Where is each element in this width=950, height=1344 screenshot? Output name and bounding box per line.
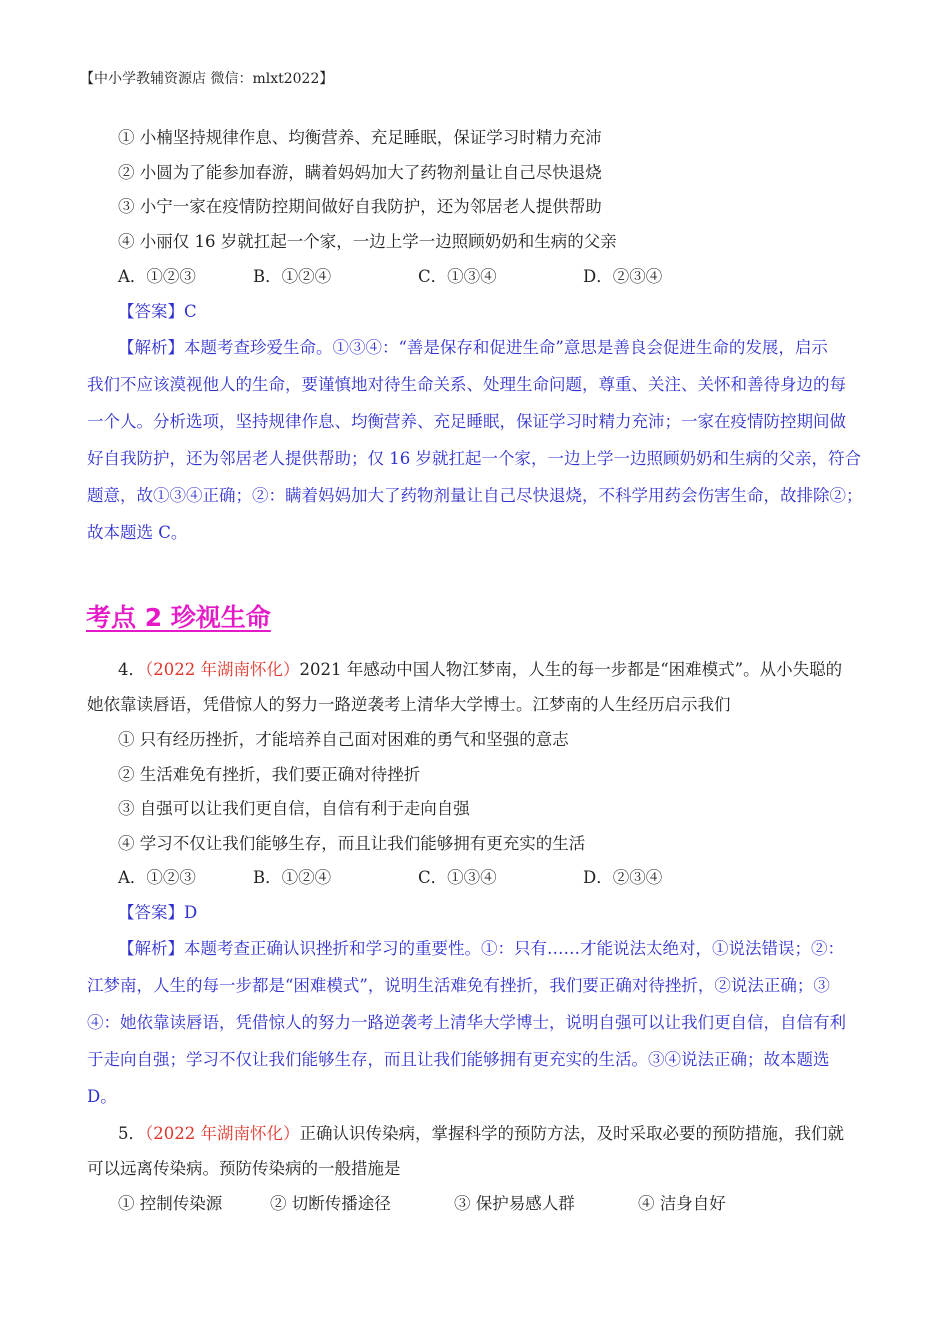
q4-analysis-line-3: ④：她依靠读唇语，凭借惊人的努力一路逆袭考上清华大学博士，说明自强可以让我们更自信，自信有利 (87, 1013, 846, 1032)
q4-stem-1: 2021 年感动中国人物江梦南，人生的每一步都是“困难模式”。从小失聪的 (299, 660, 843, 679)
q3-answer: 【答案】C (118, 302, 197, 321)
q5-item-3: ③ 保护易感人群 (454, 1194, 575, 1213)
q4-option-3: ③ 自强可以让我们更自信，自信有利于走向自强 (118, 799, 470, 818)
section-title: 考点 2 珍视生命 (86, 603, 271, 632)
q4-choice-a: A．①②③ (118, 868, 196, 887)
q3-choice-a: A．①②③ (118, 267, 196, 286)
q3-choice-d: D．②③④ (583, 267, 663, 286)
q4-choice-d: D．②③④ (583, 868, 663, 887)
q4-choice-c: C．①③④ (418, 868, 497, 887)
q5-item-1: ① 控制传染源 (118, 1194, 223, 1213)
q3-analysis-line-5: 题意，故①③④正确；②：瞒着妈妈加大了药物剂量让自己尽快退烧，不科学用药会伤害生命，故排除②； (87, 486, 863, 505)
q3-analysis-line-4: 好自我防护，还为邻居老人提供帮助；仅 16 岁就扛起一个家，一边上学一边照顾奶奶和生病的父亲，符合 (87, 449, 861, 468)
q3-choice-b: B．①②④ (253, 267, 332, 286)
q4-option-2: ② 生活难免有挫折，我们要正确对待挫折 (118, 765, 421, 784)
q4-analysis-line-2: 江梦南，人生的每一步都是“困难模式”，说明生活难免有挫折，我们要正确对待挫折，②说法正确；③ (87, 976, 830, 995)
q5-source: （2022 年湖南怀化） (145, 1124, 300, 1143)
q4-analysis-line-1: 【解析】本题考查正确认识挫折和学习的重要性。①：只有……才能说法太绝对，①说法错误；②： (118, 939, 844, 958)
q3-option-1: ① 小楠坚持规律作息、均衡营养、充足睡眠，保证学习时精力充沛 (118, 128, 602, 147)
q3-analysis-line-2: 我们不应该漠视他人的生命，要谨慎地对待生命关系、处理生命问题，尊重、关注、关怀和善待身边的每 (87, 375, 846, 394)
q4-analysis-line-4: 于走向自强；学习不仅让我们能够生存，而且让我们能够拥有更充实的生活。③④说法正确；故本题选 (87, 1050, 830, 1069)
q4-stem-line-1 (118, 658, 842, 682)
q4-source: （2022 年湖南怀化） (145, 660, 300, 679)
q3-option-3: ③ 小宁一家在疫情防控期间做好自我防护，还为邻居老人提供帮助 (118, 197, 602, 216)
q4-analysis-line-5: D。 (87, 1087, 117, 1106)
q3-analysis-line-1: 【解析】本题考查珍爱生命。①③④：“善是保存和促进生命”意思是善良会促进生命的发展，启示 (118, 338, 828, 357)
q5-number: 5． (118, 1124, 145, 1143)
page-header: 【中小学教辅资源店 微信：mlxt2022】 (80, 71, 334, 87)
q3-option-4: ④ 小丽仅 16 岁就扛起一个家，一边上学一边照顾奶奶和生病的父亲 (118, 232, 617, 251)
q5-stem-1: 正确认识传染病，掌握科学的预防方法，及时采取必要的预防措施，我们就 (299, 1124, 844, 1143)
q5-item-2: ② 切断传播途径 (270, 1194, 391, 1213)
q4-option-4: ④ 学习不仅让我们能够生存，而且让我们能够拥有更充实的生活 (118, 834, 586, 853)
q3-option-2: ② 小圆为了能参加春游，瞒着妈妈加大了药物剂量让自己尽快退烧 (118, 163, 602, 182)
q5-stem-line-2: 可以远离传染病。预防传染病的一般措施是 (87, 1159, 401, 1178)
q4-option-1: ① 只有经历挫折，才能培养自己面对困难的勇气和坚强的意志 (118, 730, 569, 749)
q4-choice-b: B．①②④ (253, 868, 332, 887)
q4-number: 4． (118, 660, 145, 679)
q3-analysis-line-6: 故本题选 C。 (87, 523, 188, 542)
q3-choice-c: C．①③④ (418, 267, 497, 286)
q5-stem-line-1 (118, 1122, 844, 1146)
q4-answer: 【答案】D (118, 903, 198, 922)
q4-stem-line-2: 她依靠读唇语，凭借惊人的努力一路逆袭考上清华大学博士。江梦南的人生经历启示我们 (87, 695, 731, 714)
q5-item-4: ④ 洁身自好 (638, 1194, 726, 1213)
q3-analysis-line-3: 一个人。分析选项，坚持规律作息、均衡营养、充足睡眠，保证学习时精力充沛；一家在疫情防控期间做 (87, 412, 846, 431)
